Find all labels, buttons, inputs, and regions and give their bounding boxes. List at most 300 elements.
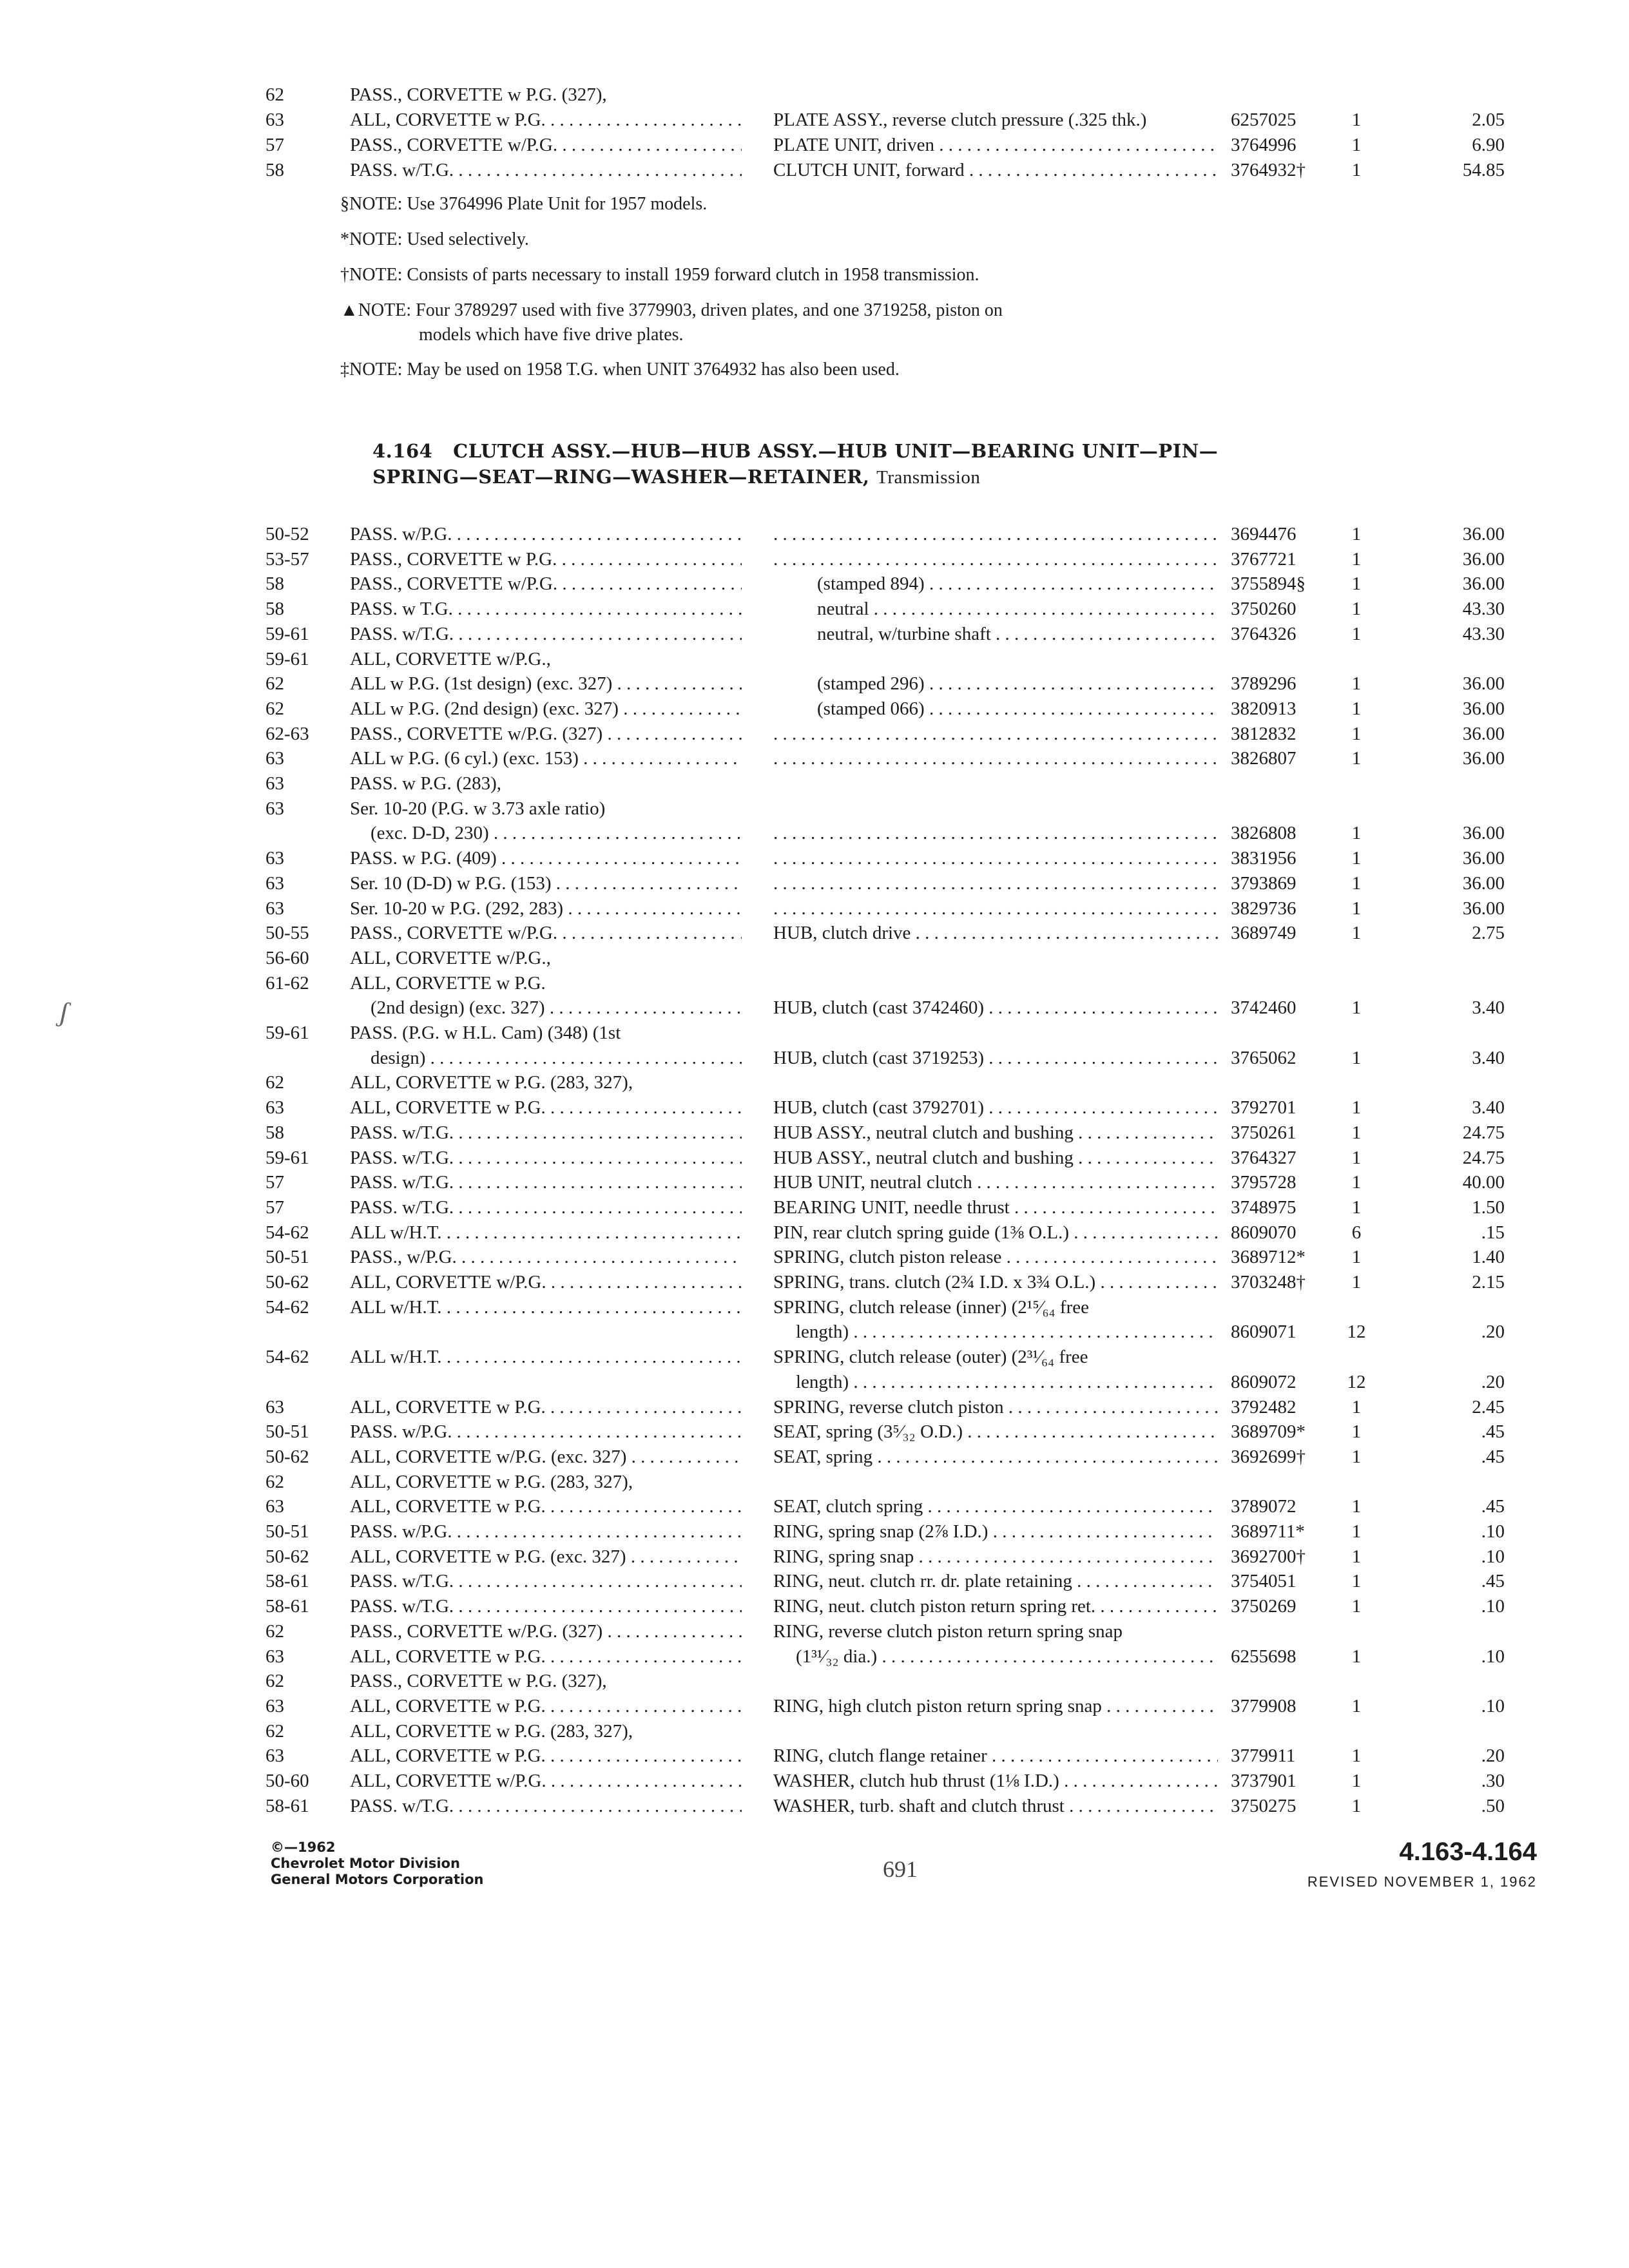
model-years: 63: [265, 798, 284, 819]
application-text: PASS., CORVETTE w P.G.: [350, 548, 557, 570]
note-text: ‡NOTE: May be used on 1958 T.G. when UNIT 3764932 has also been used.: [340, 360, 900, 380]
quantity: 1: [1351, 573, 1362, 595]
application-text: design): [371, 1047, 426, 1068]
price: 36.00: [1462, 573, 1505, 595]
description-text: RING, high clutch piston return spring snap: [773, 1695, 1102, 1716]
table-row: [0, 1245, 1629, 1269]
price: .20: [1481, 1321, 1505, 1343]
table-row: [0, 971, 1629, 995]
description-text: SPRING, reverse clutch piston: [773, 1396, 1004, 1418]
description-text: WASHER, clutch hub thrust (1⅛ I.D.): [773, 1771, 1059, 1791]
part-description: [773, 896, 1218, 921]
application: [350, 1494, 742, 1519]
price: .50: [1481, 1795, 1505, 1816]
note: [340, 298, 1229, 347]
application: [350, 1669, 742, 1693]
application: [350, 746, 742, 771]
quantity: 1: [1351, 1596, 1362, 1617]
table-row: [0, 108, 1629, 132]
note-text: †NOTE: Consists of parts necessary to install 1959 forward clutch in 1958 transmission.: [340, 265, 979, 285]
model-years: 50-60: [265, 1771, 309, 1791]
model-years: 54-62: [265, 1296, 309, 1318]
note-text: ▲NOTE: Four 3789297 used with five 3779903, driven plates, and one 3719258, piston on: [340, 300, 1003, 320]
price: 40.00: [1462, 1172, 1505, 1193]
part-number: 3795728: [1231, 1172, 1296, 1193]
application-text: ALL, CORVETTE w/P.G.: [350, 1771, 546, 1791]
quantity: 1: [1351, 1771, 1362, 1791]
table-row: [0, 1445, 1629, 1469]
application: [350, 1544, 742, 1569]
part-number: 3764326: [1231, 623, 1296, 644]
part-number: 3764327: [1231, 1147, 1296, 1168]
model-years: 62: [265, 1620, 284, 1642]
description-text: RING, clutch flange retainer: [773, 1745, 987, 1767]
part-description: [817, 622, 1218, 646]
application-text: ALL w P.G. (1st design) (exc. 327): [350, 673, 613, 695]
part-description: [773, 921, 1218, 945]
model-years: 57: [265, 135, 284, 155]
part-number: 8609070: [1231, 1222, 1296, 1243]
application: [350, 597, 742, 621]
application: [350, 1569, 742, 1593]
table-row: [0, 1395, 1629, 1419]
part-number: 3765062: [1231, 1047, 1296, 1068]
table-row: [0, 1046, 1629, 1070]
part-number: 3689709*: [1231, 1421, 1306, 1443]
description-text: CLUTCH UNIT, forward: [773, 160, 965, 180]
description-text: RING, spring snap (2⅞ I.D.): [773, 1521, 988, 1542]
table-row: [0, 846, 1629, 870]
description-text: PLATE UNIT, driven: [773, 135, 934, 155]
price: 24.75: [1462, 1122, 1505, 1143]
quantity: 1: [1351, 1795, 1362, 1816]
model-years: 62: [265, 84, 284, 105]
part-description: [773, 1220, 1218, 1245]
model-years: 50-51: [265, 1521, 309, 1542]
table-row: [0, 1744, 1629, 1768]
price: 2.45: [1472, 1396, 1505, 1418]
model-years: 58: [265, 573, 284, 595]
quantity: 1: [1351, 1695, 1362, 1716]
description-text: WASHER, turb. shaft and clutch thrust: [773, 1795, 1065, 1816]
table-row: [0, 1470, 1629, 1494]
price: 36.00: [1462, 723, 1505, 744]
quantity: 1: [1351, 1272, 1362, 1293]
application: [350, 133, 742, 157]
application-text: PASS. w P.G. (409): [350, 848, 497, 869]
model-years: 59-61: [265, 1023, 309, 1043]
table-row: [0, 1544, 1629, 1569]
application: [350, 647, 742, 671]
table-row: [0, 597, 1629, 621]
application-text: ALL w/H.T.: [350, 1222, 442, 1243]
application: [350, 1519, 742, 1544]
footer-publisher: [271, 1840, 483, 1888]
application-text: PASS. w/P.G.: [350, 1521, 452, 1542]
part-number: 3820913: [1231, 698, 1296, 719]
part-description: [773, 1769, 1218, 1793]
table-row: [0, 1070, 1629, 1095]
table-row: [0, 1370, 1629, 1394]
price: .10: [1481, 1521, 1505, 1542]
part-description: [773, 108, 1218, 132]
application: [350, 722, 742, 746]
part-number: 3779908: [1231, 1695, 1296, 1716]
part-number: 3742460: [1231, 997, 1296, 1019]
section-reference: 4.163-4.164: [1399, 1838, 1537, 1866]
description-text: RING, spring snap: [773, 1546, 914, 1567]
model-years: 57: [265, 1196, 284, 1218]
part-number: 3750260: [1231, 599, 1296, 620]
model-years: 63: [265, 110, 284, 130]
application-text: ALL, CORVETTE w P.G. (283, 327),: [350, 1471, 633, 1492]
part-number: 3829736: [1231, 898, 1296, 919]
margin-mark: ʃ: [56, 995, 72, 1028]
application: [350, 1070, 742, 1095]
table-row: [0, 547, 1629, 572]
application: [350, 671, 742, 696]
application-text: PASS. w/T.G.: [350, 1122, 454, 1143]
part-number: 3689712*: [1231, 1247, 1306, 1268]
price: 36.00: [1462, 823, 1505, 844]
quantity: 1: [1351, 135, 1362, 155]
application: [350, 1470, 742, 1494]
model-years: 63: [265, 1695, 284, 1716]
model-years: 63: [265, 773, 284, 794]
application: [350, 622, 742, 646]
price: 36.00: [1462, 673, 1505, 695]
note: [340, 227, 1229, 252]
quantity: 1: [1351, 548, 1362, 570]
section-heading: [372, 438, 1339, 490]
application: [350, 1794, 742, 1818]
application-text: PASS. w/P.G.: [350, 1421, 452, 1443]
application: [371, 995, 742, 1020]
part-description: [773, 522, 1218, 546]
part-description: [773, 1445, 1218, 1469]
part-description: [817, 671, 1218, 696]
section-title-line2: SPRING—SEAT—RING—WASHER—RETAINER,: [372, 466, 870, 488]
application: [350, 1395, 742, 1419]
part-number: 3750261: [1231, 1122, 1296, 1143]
model-years: 63: [265, 1646, 284, 1667]
price: .10: [1481, 1646, 1505, 1667]
application: [350, 846, 742, 870]
table-row: [0, 1519, 1629, 1544]
application-text: ALL, CORVETTE w P.G.: [350, 1695, 546, 1716]
part-description: [817, 597, 1218, 621]
application-text: PASS., CORVETTE w P.G. (327),: [350, 1671, 607, 1692]
application-text: ALL, CORVETTE w P.G.: [350, 110, 546, 130]
part-number: 3689711*: [1231, 1521, 1305, 1542]
quantity: 1: [1351, 748, 1362, 769]
table-row: [0, 746, 1629, 771]
price: 54.85: [1462, 160, 1505, 180]
part-description: [817, 572, 1218, 596]
application-text: ALL w P.G. (2nd design) (exc. 327): [350, 698, 619, 719]
quantity: 1: [1351, 524, 1362, 544]
application: [350, 1719, 742, 1744]
application: [350, 796, 742, 821]
table-row: [0, 1295, 1629, 1320]
price: 36.00: [1462, 548, 1505, 570]
price: .10: [1481, 1546, 1505, 1567]
quantity: 1: [1351, 1496, 1362, 1517]
table-row: [0, 1594, 1629, 1619]
description-text: SPRING, clutch release (outer) (2³¹⁄₆₄ free: [773, 1347, 1088, 1368]
price: .30: [1481, 1771, 1505, 1791]
application-text: ALL, CORVETTE w/P.G.,: [350, 648, 551, 669]
table-row: [0, 1095, 1629, 1120]
application-text: PASS. w/T.G.: [350, 1596, 454, 1617]
part-description: [773, 1120, 1218, 1145]
table-row: [0, 896, 1629, 921]
price: 36.00: [1462, 524, 1505, 544]
table-row: [0, 671, 1629, 696]
table-row: [0, 1120, 1629, 1145]
part-number: 3748975: [1231, 1196, 1296, 1218]
part-description: [773, 1619, 1218, 1644]
application-text: ALL, CORVETTE w/P.G. (exc. 327): [350, 1446, 627, 1467]
description-text: HUB, clutch (cast 3792701): [773, 1097, 984, 1119]
model-years: 62: [265, 1072, 284, 1093]
application-text: PASS. w/T.G.: [350, 1795, 454, 1816]
part-description: [773, 1345, 1218, 1369]
quantity: 1: [1351, 1147, 1362, 1168]
price: .15: [1481, 1222, 1505, 1243]
part-number: 8609072: [1231, 1371, 1296, 1392]
part-description: [773, 1419, 1218, 1444]
application: [350, 697, 742, 721]
part-description: [773, 1245, 1218, 1269]
application-text: ALL, CORVETTE w P.G. (283, 327),: [350, 1072, 633, 1093]
part-description: [773, 1744, 1218, 1768]
quantity: 1: [1351, 698, 1362, 719]
application: [350, 1270, 742, 1294]
price: 36.00: [1462, 872, 1505, 894]
description-text: HUB ASSY., neutral clutch and bushing: [773, 1122, 1074, 1143]
model-years: 59-61: [265, 623, 309, 644]
part-number: 3764996: [1231, 135, 1296, 155]
application-text: (exc. D-D, 230): [371, 823, 489, 844]
application-text: PASS., CORVETTE w/P.G.: [350, 923, 558, 944]
quantity: 1: [1351, 1047, 1362, 1068]
application: [350, 1644, 742, 1669]
model-years: 59-61: [265, 648, 309, 669]
table-row: [0, 1146, 1629, 1170]
application: [350, 896, 742, 921]
part-number: 3694476: [1231, 524, 1296, 544]
application-text: ALL, CORVETTE w P.G.: [350, 972, 546, 994]
part-number: 3826808: [1231, 823, 1296, 844]
description-text: HUB, clutch (cast 3719253): [773, 1047, 984, 1068]
quantity: 1: [1351, 1396, 1362, 1418]
application-text: PASS. w P.G. (283),: [350, 773, 502, 794]
quantity: 1: [1351, 599, 1362, 620]
quantity: 1: [1351, 1446, 1362, 1467]
model-years: 62: [265, 673, 284, 695]
price: 1.40: [1472, 1247, 1505, 1268]
part-description: [773, 1544, 1218, 1569]
part-description: [773, 995, 1218, 1020]
part-description: [773, 1519, 1218, 1544]
application-text: PASS. w/T.G.: [350, 1172, 454, 1193]
application: [350, 1245, 742, 1269]
quantity: 1: [1351, 623, 1362, 644]
application-text: ALL, CORVETTE w P.G. (283, 327),: [350, 1720, 633, 1742]
part-number: 3703248†: [1231, 1272, 1306, 1293]
model-years: 62: [265, 1720, 284, 1742]
application-text: ALL w P.G. (6 cyl.) (exc. 153): [350, 748, 579, 769]
application: [350, 1345, 742, 1369]
model-years: 57: [265, 1172, 284, 1193]
model-years: 58: [265, 599, 284, 620]
part-number: 3826807: [1231, 748, 1296, 769]
application-text: PASS. w/T.G.: [350, 623, 454, 644]
table-row: [0, 1719, 1629, 1744]
application-text: PASS., CORVETTE w/P.G. (327): [350, 1620, 603, 1642]
table-row: [0, 1494, 1629, 1519]
application-text: PASS. (P.G. w H.L. Cam) (348) (1st: [350, 1023, 621, 1043]
part-description: [773, 158, 1218, 182]
section-number: 4.164: [372, 440, 433, 462]
model-years: 54-62: [265, 1222, 309, 1243]
quantity: 1: [1351, 1745, 1362, 1767]
table-row: [0, 821, 1629, 845]
table-row: [0, 622, 1629, 646]
part-description: [817, 697, 1218, 721]
price: .45: [1481, 1496, 1505, 1517]
note-text-continued: models which have five drive plates.: [419, 325, 684, 345]
table-row: [0, 995, 1629, 1020]
application: [350, 158, 742, 182]
price: 43.30: [1462, 623, 1505, 644]
application-text: ALL w/H.T.: [350, 1347, 442, 1368]
model-years: 62: [265, 1671, 284, 1692]
table-row: [0, 1220, 1629, 1245]
part-description: [796, 1370, 1218, 1394]
part-description: [773, 1195, 1218, 1220]
price: .45: [1481, 1446, 1505, 1467]
price: 3.40: [1472, 997, 1505, 1019]
application: [350, 871, 742, 896]
model-years: 58: [265, 160, 284, 180]
description-text: SEAT, spring (3⁵⁄₃₂ O.D.): [773, 1421, 963, 1443]
application: [350, 1744, 742, 1768]
quantity: 1: [1351, 1546, 1362, 1567]
table-row: [0, 1320, 1629, 1344]
table-row: [0, 1170, 1629, 1195]
table-row: [0, 1669, 1629, 1693]
table-row: [0, 1694, 1629, 1718]
part-number: 3812832: [1231, 723, 1296, 744]
model-years: 50-62: [265, 1446, 309, 1467]
part-description: [773, 722, 1218, 746]
price: 36.00: [1462, 848, 1505, 869]
part-number: 3789072: [1231, 1496, 1296, 1517]
price: .10: [1481, 1695, 1505, 1716]
price: 43.30: [1462, 599, 1505, 620]
part-number: 3767721: [1231, 548, 1296, 570]
part-number: 3692700†: [1231, 1546, 1306, 1567]
model-years: 50-62: [265, 1546, 309, 1567]
model-years: 63: [265, 898, 284, 919]
price: 24.75: [1462, 1147, 1505, 1168]
application-text: Ser. 10 (D-D) w P.G. (153): [350, 872, 552, 894]
part-description: [773, 1295, 1218, 1320]
part-description: [773, 1569, 1218, 1593]
model-years: 50-62: [265, 1272, 309, 1293]
description-text: PLATE ASSY., reverse clutch pressure (.325 thk.): [773, 110, 1147, 130]
description-text: (1³¹⁄₃₂ dia.): [796, 1646, 878, 1667]
application-text: PASS., CORVETTE w/P.G.: [350, 135, 558, 155]
quantity: 1: [1351, 1122, 1362, 1143]
quantity: 1: [1351, 923, 1362, 944]
part-number: 3692699†: [1231, 1446, 1306, 1467]
application: [350, 1419, 742, 1444]
part-number: 6255698: [1231, 1646, 1296, 1667]
table-row: [0, 1270, 1629, 1294]
part-number: 3754051: [1231, 1571, 1296, 1592]
model-years: 62: [265, 698, 284, 719]
quantity: 1: [1351, 723, 1362, 744]
price: .45: [1481, 1421, 1505, 1443]
application-text: PASS., CORVETTE w P.G. (327),: [350, 84, 607, 105]
description-text: SPRING, trans. clutch (2¾ I.D. x 3¾ O.L.): [773, 1272, 1096, 1293]
application: [371, 1046, 742, 1070]
application: [350, 1769, 742, 1793]
application: [350, 572, 742, 596]
quantity: 1: [1351, 848, 1362, 869]
application: [350, 921, 742, 945]
part-number: 3737901: [1231, 1771, 1296, 1791]
application: [350, 547, 742, 572]
description-text: SEAT, clutch spring: [773, 1496, 923, 1517]
description-text: SEAT, spring: [773, 1446, 873, 1467]
page-number: 691: [883, 1856, 918, 1882]
quantity: 1: [1351, 997, 1362, 1019]
description-text: SPRING, clutch piston release: [773, 1247, 1002, 1268]
description-text: (stamped 066): [817, 698, 925, 719]
table-row: [0, 946, 1629, 970]
model-years: 54-62: [265, 1347, 309, 1368]
description-text: HUB, clutch (cast 3742460): [773, 997, 984, 1019]
part-number: 3793869: [1231, 872, 1296, 894]
table-row: [0, 697, 1629, 721]
part-number: 3792701: [1231, 1097, 1296, 1119]
table-row: [0, 158, 1629, 182]
application: [350, 1095, 742, 1120]
section-title-line1: CLUTCH ASSY.—HUB—HUB ASSY.—HUB UNIT—BEARING UNIT—PIN—: [453, 440, 1219, 462]
model-years: 61-62: [265, 972, 309, 994]
model-years: 63: [265, 1745, 284, 1767]
description-text: length): [796, 1371, 849, 1392]
application-text: PASS. w/T.G.: [350, 1147, 454, 1168]
application: [350, 108, 742, 132]
price: 2.05: [1472, 110, 1505, 130]
application-text: PASS., CORVETTE w/P.G.: [350, 573, 558, 595]
table-row: [0, 1195, 1629, 1220]
table-row: [0, 1619, 1629, 1644]
application-text: ALL, CORVETTE w/P.G.: [350, 1272, 546, 1293]
part-description: [773, 1095, 1218, 1120]
model-years: 53-57: [265, 548, 309, 570]
application-text: Ser. 10-20 w P.G. (292, 283): [350, 898, 564, 919]
application-text: PASS. w/T.G.: [350, 1196, 454, 1218]
part-number: 3755894§: [1231, 573, 1306, 595]
division-line: Chevrolet Motor Division: [271, 1856, 460, 1871]
part-number: 3689749: [1231, 923, 1296, 944]
